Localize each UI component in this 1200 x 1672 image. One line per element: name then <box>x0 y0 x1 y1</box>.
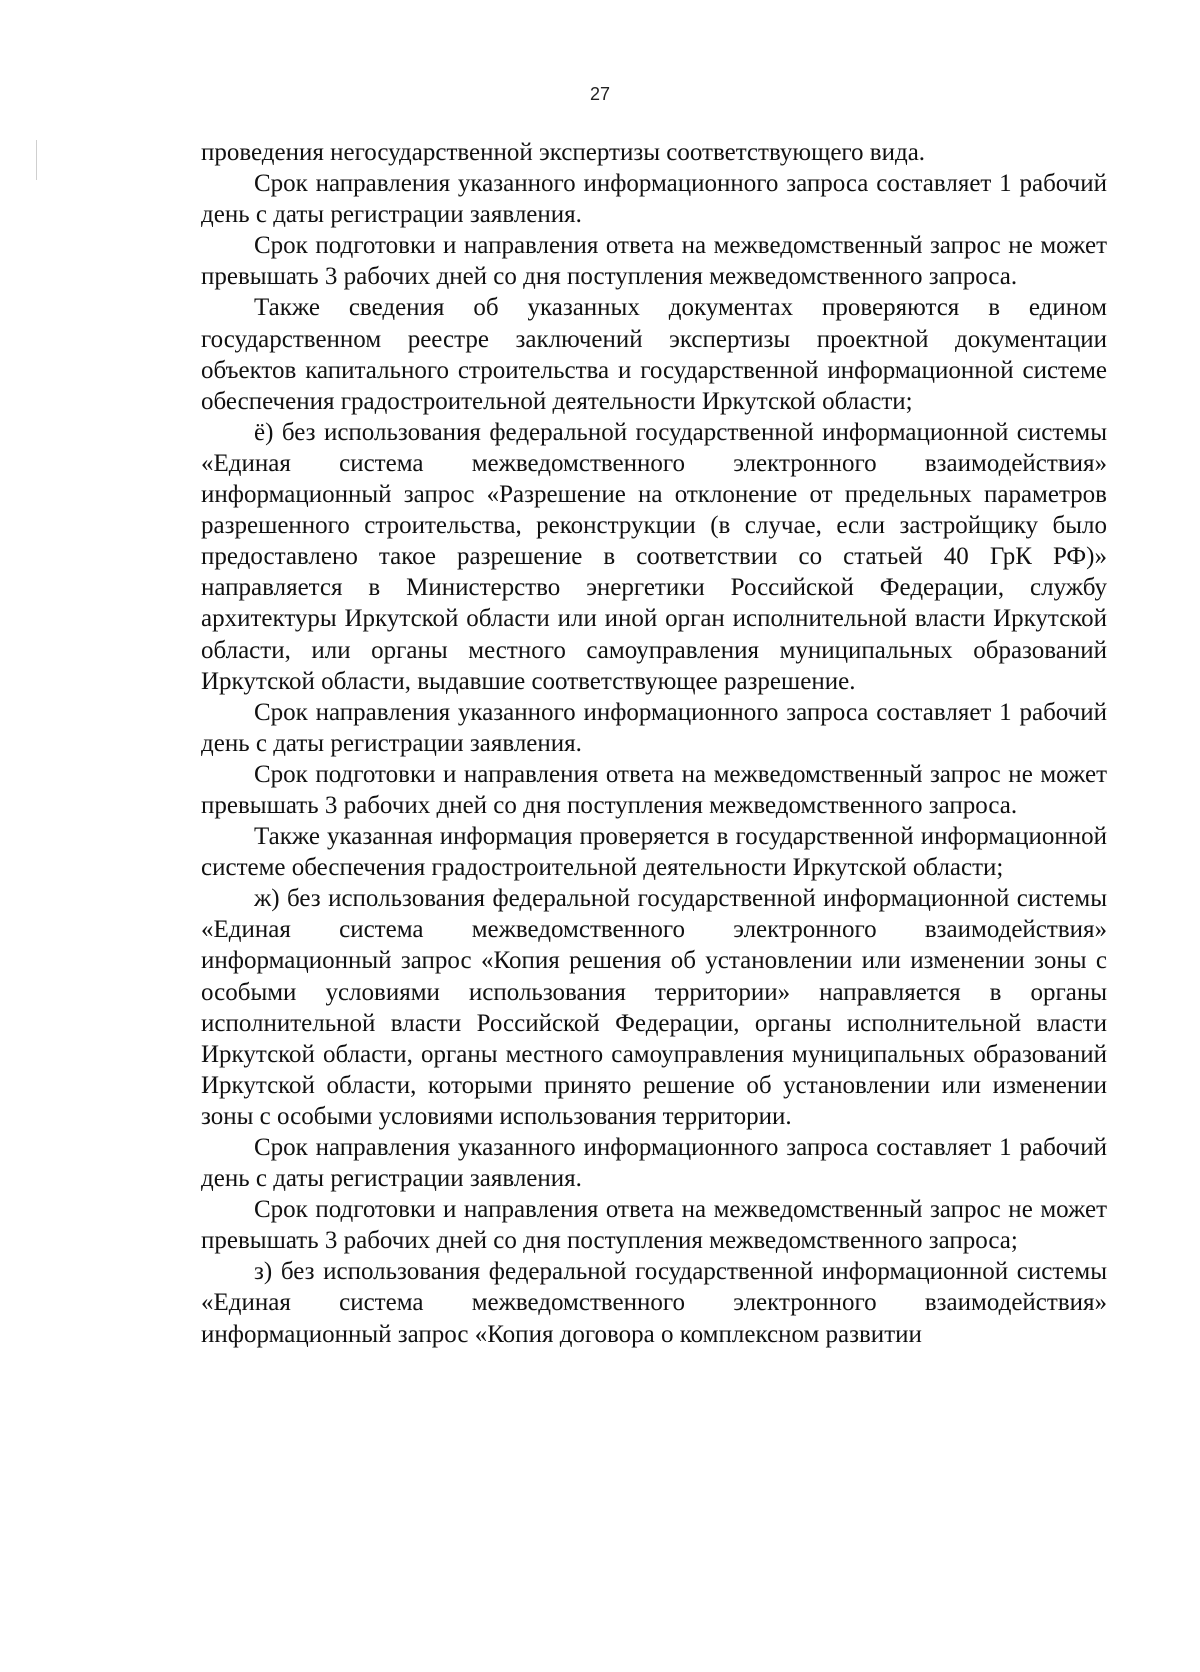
paragraph-item-zh: ж) без использования федеральной государственной информационной системы «Единая система межведомственного электронного взаимодействия» информационный запрос «Копия решения об установлении или изменении зоны с особыми условиями использования территории» направляется в органы исполнительной власти Российской Федерации, органы исполнительной власти Иркутской области, органы местного самоуправления муниципальных образований Иркутской области, которыми принято решение об установлении или изменении зоны с особыми условиями использования территории. <box>201 885 1107 1130</box>
paragraph-response-deadline: Срок подготовки и направления ответа на межведомственный запрос не может превышать 3 рабочих дней со дня поступления межведомственного запроса. <box>201 760 1107 819</box>
paragraph-request-deadline: Срок направления указанного информационного запроса составляет 1 рабочий день с даты регистрации заявления. <box>201 170 1107 229</box>
scan-artifact-mark <box>36 140 37 180</box>
paragraph-registry-check: Также сведения об указанных документах проверяются в едином государственном реестре заключений экспертизы проектной документации объектов капитального строительства и государственной информационной системе обеспечения градостроительной деятельности Иркутской области; <box>201 294 1107 415</box>
paragraph-response-deadline: Срок подготовки и направления ответа на межведомственный запрос не может превышать 3 рабочих дней со дня поступления межведомственного запроса. <box>201 232 1107 291</box>
paragraph-item-z: з) без использования федеральной государственной информационной системы «Единая система межведомственного электронного взаимодействия» информационный запрос «Копия договора о комплексном развитии <box>201 1258 1107 1348</box>
page-number: 27 <box>589 84 611 104</box>
paragraph-request-deadline: Срок направления указанного информационного запроса составляет 1 рабочий день с даты регистрации заявления. <box>201 1134 1107 1193</box>
document-body <box>201 137 1107 1350</box>
paragraph-response-deadline: Срок подготовки и направления ответа на межведомственный запрос не может превышать 3 рабочих дней со дня поступления межведомственного запроса; <box>201 1196 1107 1255</box>
paragraph-item-yo: ё) без использования федеральной государственной информационной системы «Единая система межведомственного электронного взаимодействия» информационный запрос «Разрешение на отклонение от предельных параметров разрешенного строительства, реконструкции (в случае, если застройщику было предоставлено такое разрешение в соответствии со статьей 40 ГрК РФ)» направляется в Министерство энергетики Российской Федерации, службу архитектуры Иркутской области или иной орган исполнительной власти Иркутской области, или органы местного самоуправления муниципальных образований Иркутской области, выдавшие соответствующее разрешение. <box>201 418 1107 695</box>
paragraph-request-deadline: Срок направления указанного информационного запроса составляет 1 рабочий день с даты регистрации заявления. <box>201 698 1107 757</box>
paragraph-info-check: Также указанная информация проверяется в государственной информационной системе обеспечения градостроительной деятельности Иркутской области; <box>201 823 1107 882</box>
paragraph-continuation: проведения негосударственной экспертизы соответствующего вида. <box>201 139 926 166</box>
